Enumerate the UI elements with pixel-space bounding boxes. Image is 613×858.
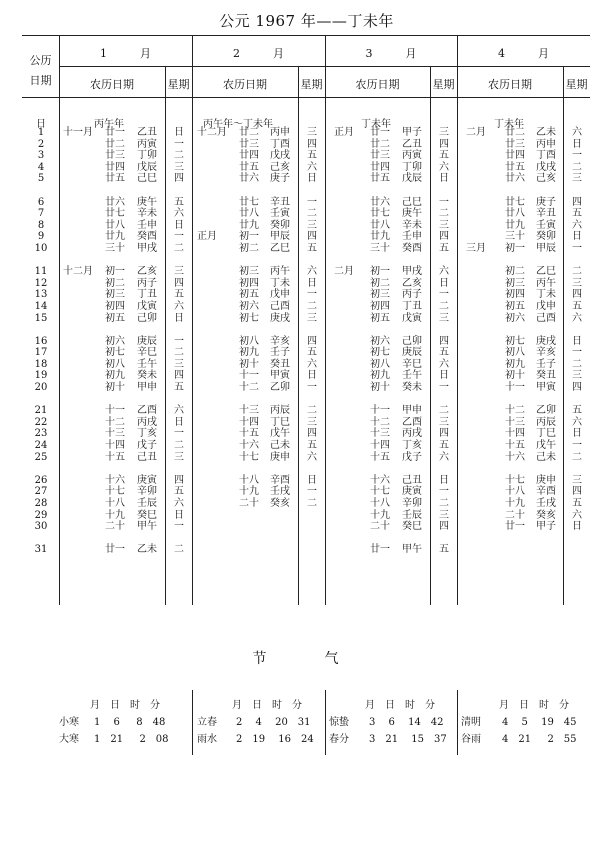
page-title: 公元 1967 年——丁未年 (219, 12, 394, 30)
lunar-date-header: 农历日期 (488, 78, 532, 91)
lunar-day-column: 廿二 廿三 廿四 廿五 廿六 廿七 廿八 廿九 初一 初二 初三 初四 初五 初六 初七 初八 初九 初十 十一 十二 十三 十四 十五 十六 十七 十八 十九 二十 (239, 127, 259, 509)
jieqi-header: 月 日 时 分 (232, 700, 302, 711)
year-label: 丙午年 (94, 119, 124, 130)
lunar-date-header: 农历日期 (223, 78, 267, 91)
jieqi-values: 4 5 19 45 (502, 717, 577, 728)
jieqi-values: 2 4 20 31 (236, 717, 311, 728)
table-top-rule (22, 35, 590, 36)
month-header: 2 月 (233, 47, 284, 60)
year-label: 丁未年 (494, 119, 524, 130)
col-divider (325, 35, 326, 605)
ganzhi-column: 丙申 丁酉 戊戌 己亥 庚子 辛丑 壬寅 癸卯 甲辰 乙巳 丙午 丁未 戊申 己酉 庚戌 辛亥 壬子 癸丑 甲寅 乙卯 丙辰 丁巳 戊午 己未 庚申 辛酉 壬戌 癸亥 (270, 127, 290, 509)
ganzhi-column: 乙未 丙申 丁酉 戊戌 己亥 庚子 辛丑 壬寅 癸卯 甲辰 乙巳 丙午 丁未 戊申 己酉 庚戌 辛亥 壬子 癸丑 甲寅 乙卯 丙辰 丁巳 戊午 己未 庚申 辛酉 壬戌 癸亥 甲子 (536, 127, 556, 533)
jieqi-name: 春分 (329, 734, 349, 745)
jieqi-values: 1 21 2 08 (94, 734, 169, 745)
year-label: 丙午年～丁未年 (203, 119, 273, 130)
jieqi-name: 清明 (461, 717, 481, 728)
jieqi-name: 小寒 (59, 717, 79, 728)
jieqi-name: 惊蛰 (329, 717, 349, 728)
corner-label-top: 公历 (29, 54, 52, 67)
weekday-column: 三 四 五 六 日 一 二 三 四 五 六 日 一 二 三 四 五 六 日 一 二 三 四 五 六 日 一 二 三 四 五 (439, 127, 449, 556)
month-header: 4 月 (498, 47, 549, 60)
month-header: 3 月 (365, 47, 417, 60)
lunar-day-column: 廿二 廿三 廿四 廿五 廿六 廿七 廿八 廿九 三十 初一 初二 初三 初四 初五 初六 初七 初八 初九 初十 十一 十二 十三 十四 十五 十六 十七 十八 十九 二十 廿一 (505, 127, 525, 533)
jieqi-name: 谷雨 (461, 734, 481, 745)
lunar-month-marks: 二月 三月 (466, 127, 486, 254)
weekday-column: 日 一 二 三 四 五 六 日 一 二 三 四 五 六 日 一 二 三 四 五 六 日 一 二 三 四 五 六 日 一 二 (174, 127, 184, 556)
gregorian-day-column: 1 2 3 4 5 6 7 8 9 10 11 12 13 14 15 16 17 18 19 20 21 22 23 24 25 26 27 28 29 30 31 (34, 127, 48, 556)
col-divider (59, 35, 60, 605)
jieqi-header: 月 日 时 分 (499, 700, 569, 711)
jieqi-divider (457, 690, 458, 755)
month-header: 1 月 (100, 47, 151, 60)
jieqi-name: 大寒 (59, 734, 79, 745)
jieqi-name: 雨水 (197, 734, 217, 745)
year-label: 丁未年 (361, 119, 391, 130)
ganzhi-column: 乙丑 丙寅 丁卯 戊辰 己巳 庚午 辛未 壬申 癸酉 甲戌 乙亥 丙子 丁丑 戊寅 己卯 庚辰 辛巳 壬午 癸未 甲申 乙酉 丙戌 丁亥 戊子 己丑 庚寅 辛卯 壬辰 癸巳 甲午 乙未 (137, 127, 157, 556)
lunar-month-marks: 正月 二月 (334, 127, 354, 278)
jieqi-values: 3 6 14 42 (369, 717, 444, 728)
lunar-day-column: 廿一 廿二 廿三 廿四 廿五 廿六 廿七 廿八 廿九 三十 初一 初二 初三 初四 初五 初六 初七 初八 初九 初十 十一 十二 十三 十四 十五 十六 十七 十八 十九 二十 廿一 (105, 127, 125, 556)
lunar-day-column: 廿一 廿二 廿三 廿四 廿五 廿六 廿七 廿八 廿九 三十 初一 初二 初三 初四 初五 初六 初七 初八 初九 初十 十一 十二 十三 十四 十五 十六 十七 十八 十九 二十 廿一 (370, 127, 390, 556)
jieqi-header: 月 日 时 分 (90, 700, 160, 711)
jieqi-values: 1 6 8 48 (94, 717, 166, 728)
weekday-header: 星期 (432, 78, 455, 91)
jieqi-name: 立春 (197, 717, 217, 728)
jieqi-values: 3 21 15 37 (369, 734, 447, 745)
weekday-header: 星期 (565, 78, 588, 91)
jieqi-values: 2 19 16 24 (236, 734, 314, 745)
col-divider (192, 35, 193, 605)
corner-label-bottom: 日期 (29, 74, 52, 87)
lunar-month-marks: 十二月 正月 (197, 127, 227, 243)
jieqi-divider (325, 690, 326, 755)
jieqi-header: 月 日 时 分 (365, 700, 435, 711)
lunar-date-header: 农历日期 (355, 78, 400, 91)
lunar-month-marks: 十一月 十二月 (63, 127, 93, 278)
weekday-column: 六 日 一 二 三 四 五 六 日 一 二 三 四 五 六 日 一 二 三 四 五 六 日 一 二 三 四 五 六 日 (572, 127, 582, 533)
jieqi-divider (192, 690, 193, 755)
weekday-column: 三 四 五 六 日 一 二 三 四 五 六 日 一 二 三 四 五 六 日 一 二 三 四 五 六 日 一 二 (307, 127, 317, 509)
lunar-date-header: 农历日期 (90, 78, 134, 91)
day-column-label: 日 (36, 119, 46, 130)
ganzhi-column: 甲子 乙丑 丙寅 丁卯 戊辰 己巳 庚午 辛未 壬申 癸酉 甲戌 乙亥 丙子 丁丑 戊寅 己卯 庚辰 辛巳 壬午 癸未 甲申 乙酉 丙戌 丁亥 戊子 己丑 庚寅 辛卯 壬辰 癸巳 甲午 (402, 127, 422, 556)
header-bottom-rule (22, 97, 590, 98)
jieqi-values: 4 21 2 55 (502, 734, 577, 745)
col-divider (457, 35, 458, 605)
weekday-header: 星期 (300, 78, 323, 91)
solar-terms-title: 节 气 (252, 651, 361, 667)
weekday-header: 星期 (167, 78, 190, 91)
